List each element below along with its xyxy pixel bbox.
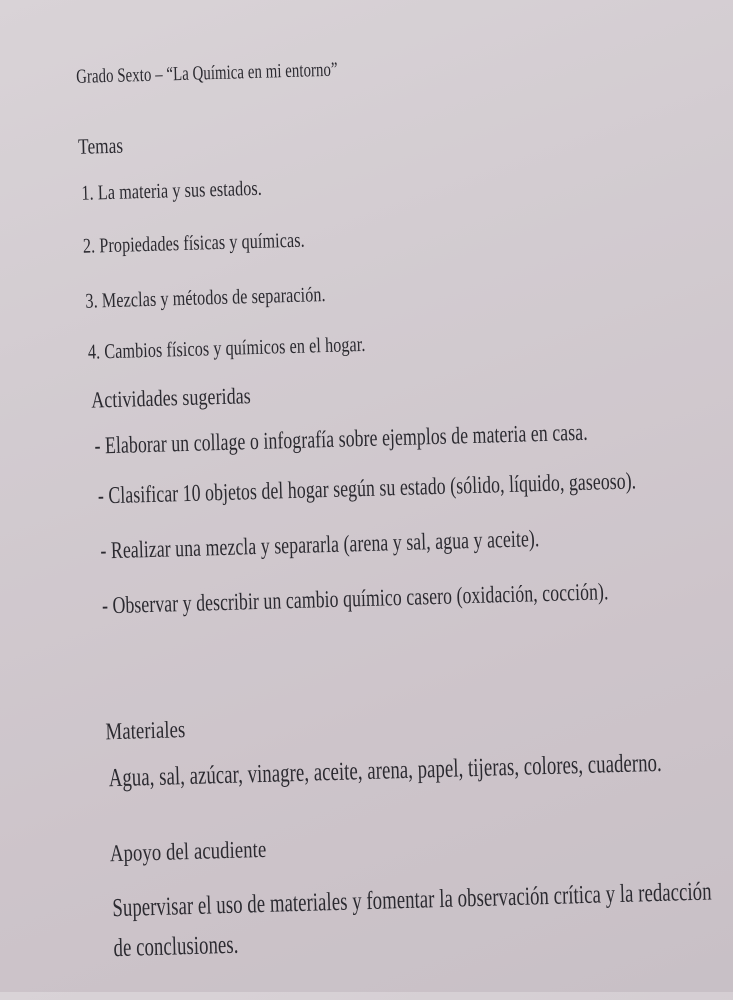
document-title: Grado Sexto – “La Química en mi entorno” (75, 58, 338, 88)
topic-item: 1. La materia y sus estados. (81, 175, 263, 205)
activity-item: - Observar y describir un cambio químico casero (oxidación, cocción). (101, 579, 609, 620)
apoyo-heading: Apoyo del acudiente (109, 836, 267, 868)
actividades-heading: Actividades sugeridas (90, 383, 252, 413)
apoyo-text-continuation: de conclusiones. (113, 929, 239, 963)
activity-item: - Clasificar 10 objetos del hogar según su estado (sólido, líquido, gaseoso). (97, 468, 637, 510)
temas-heading: Temas (77, 132, 124, 159)
topic-item: 2. Propiedades físicas y químicas. (82, 227, 305, 258)
activity-item: - Realizar una mezcla y separarla (arena y sal, agua y aceite). (100, 526, 540, 565)
apoyo-text: Supervisar el uso de materiales y fomentar la observación crítica y la redacción (112, 876, 712, 923)
activity-item: - Elaborar un collage o infografía sobre ejemplos de materia en casa. (94, 419, 589, 460)
topic-item: 4. Cambios físicos y químicos en el hogar. (87, 331, 366, 364)
materiales-heading: Materiales (105, 717, 186, 746)
materiales-text: Agua, sal, azúcar, vinagre, aceite, arena, papel, tijeras, colores, cuaderno. (108, 747, 663, 793)
topic-item: 3. Mezclas y métodos de separación. (85, 282, 326, 313)
